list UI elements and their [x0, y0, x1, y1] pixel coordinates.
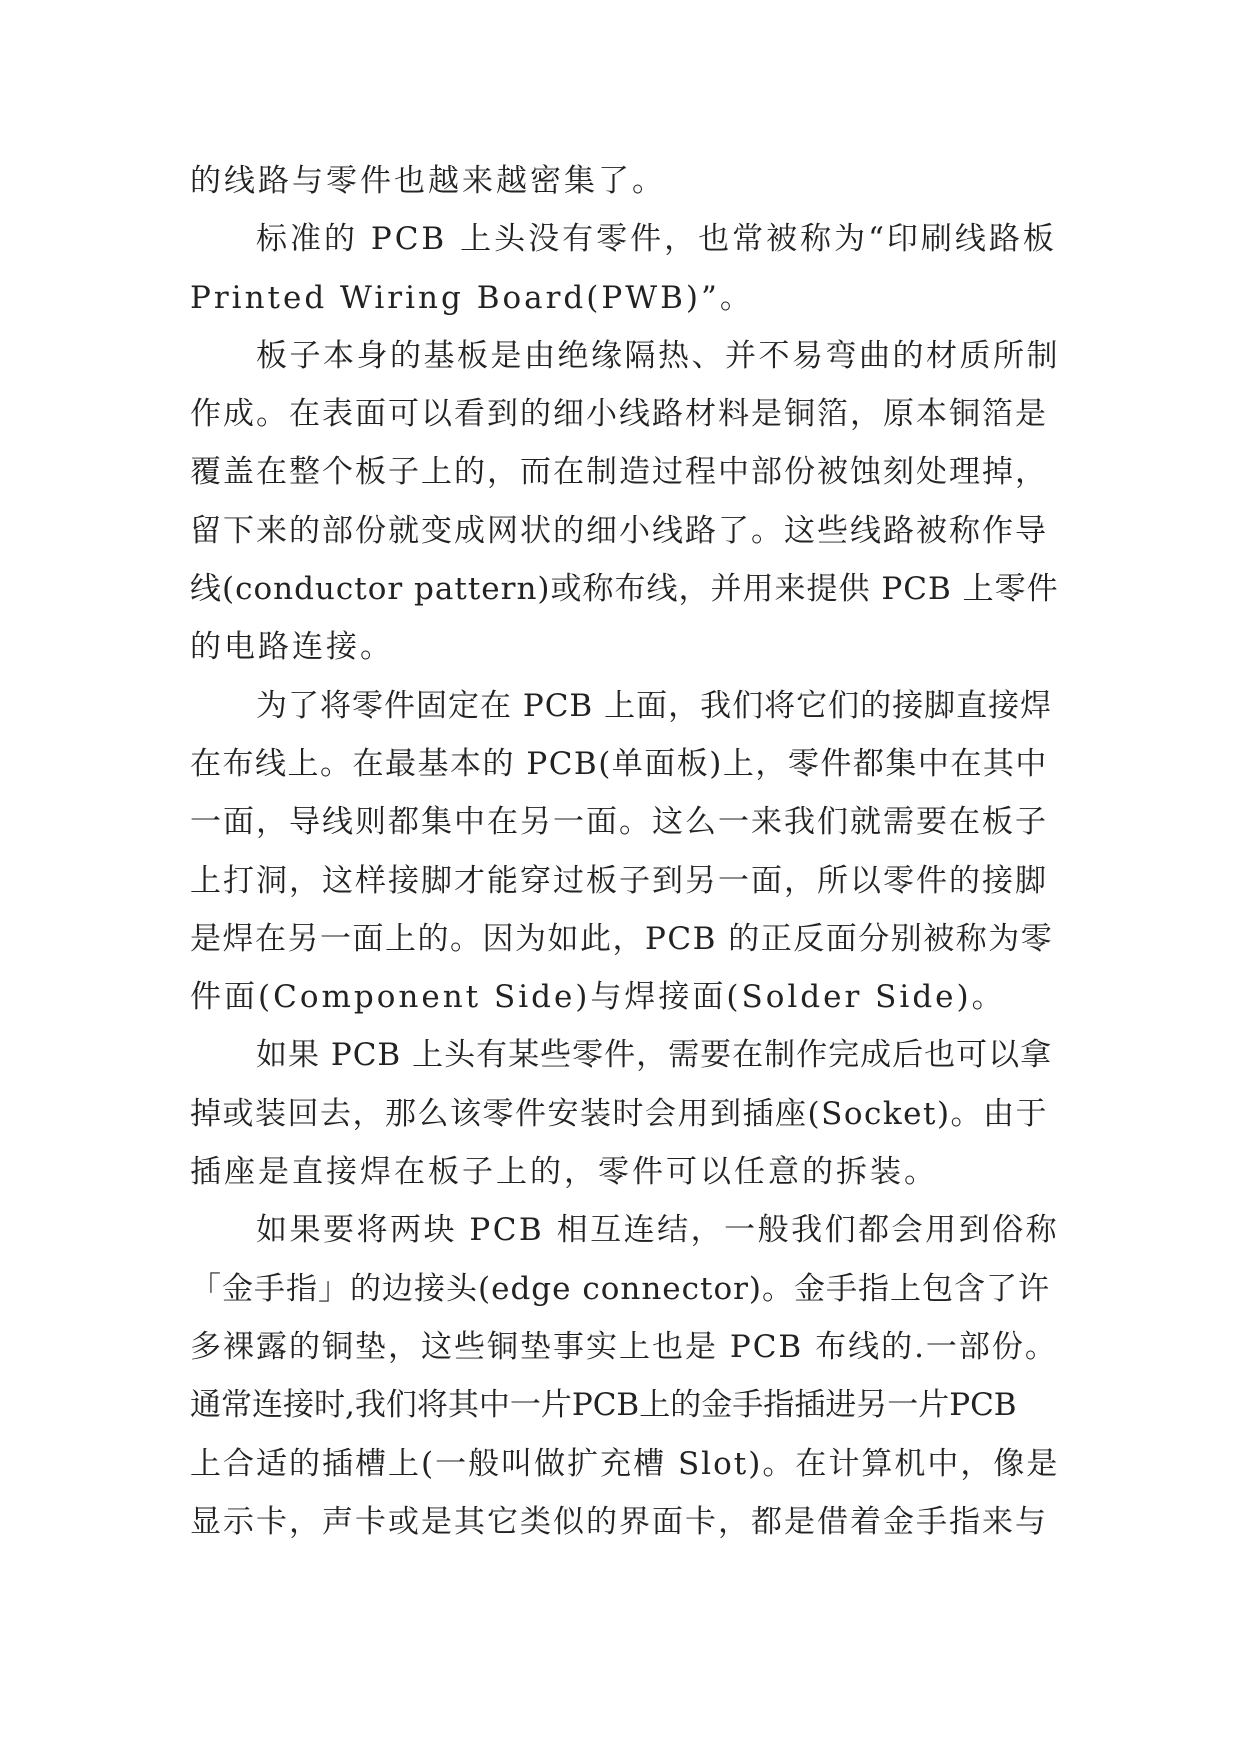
text-line: 「金手指」的边接头(edge connector)。金手指上包含了许 — [190, 1270, 1051, 1307]
paragraph-start-line: 如果 PCB 上头有某些零件，需要在制作完成后也可以拿 — [256, 1037, 1053, 1074]
text-line: 覆盖在整个板子上的，而在制造过程中部份被蚀刻处理掉， — [190, 454, 1048, 491]
text-line: 的电路连接。 — [190, 629, 394, 666]
text-line: 作成。在表面可以看到的细小线路材料是铜箔，原本铜箔是 — [190, 396, 1048, 433]
text-line: Printed Wiring Board(PWB)”。 — [190, 279, 754, 316]
text-line: 插座是直接焊在板子上的，零件可以任意的拆装。 — [190, 1154, 938, 1191]
text-line: 多裸露的铜垫，这些铜垫事实上也是 PCB 布线的.一部份。 — [190, 1328, 1058, 1365]
text-line: 掉或装回去，那么该零件安装时会用到插座(Socket)。由于 — [190, 1095, 1049, 1132]
text-line: 的线路与零件也越来越密集了。 — [190, 163, 666, 199]
text-line: 线(conductor pattern)或称布线，并用来提供 PCB 上零件 — [190, 571, 1059, 608]
text-line: 留下来的部份就变成网状的细小线路了。这些线路被称作导 — [190, 512, 1048, 549]
text-line: 通常连接时,我们将其中一片PCB上的金手指插进另一片PCB — [190, 1387, 1017, 1424]
text-line: 显示卡，声卡或是其它类似的界面卡，都是借着金手指来与 — [190, 1503, 1048, 1540]
paragraph-start-line: 标准的 PCB 上头没有零件，也常被称为“印刷线路板 — [256, 221, 1057, 258]
text-line: 件面(Component Side)与焊接面(Solder Side)。 — [190, 979, 1006, 1016]
paragraph-start-line: 板子本身的基板是由绝缘隔热、并不易弯曲的材质所制 — [256, 337, 1060, 374]
text-line: 一面，导线则都集中在另一面。这么一来我们就需要在板子 — [190, 804, 1048, 841]
text-line: 是焊在另一面上的。因为如此，PCB 的正反面分别被称为零 — [190, 920, 1054, 957]
paragraph-start-line: 为了将零件固定在 PCB 上面，我们将它们的接脚直接焊 — [256, 687, 1053, 724]
text-line: 上合适的插槽上(一般叫做扩充槽 Slot)。在计算机中，像是 — [190, 1445, 1060, 1482]
paragraph-start-line: 如果要将两块 PCB 相互连结，一般我们都会用到俗称 — [256, 1212, 1060, 1249]
text-line: 上打洞，这样接脚才能穿过板子到另一面，所以零件的接脚 — [190, 862, 1048, 899]
text-line: 在布线上。在最基本的 PCB(单面板)上，零件都集中在其中 — [190, 745, 1048, 782]
document-body — [190, 152, 1060, 1551]
